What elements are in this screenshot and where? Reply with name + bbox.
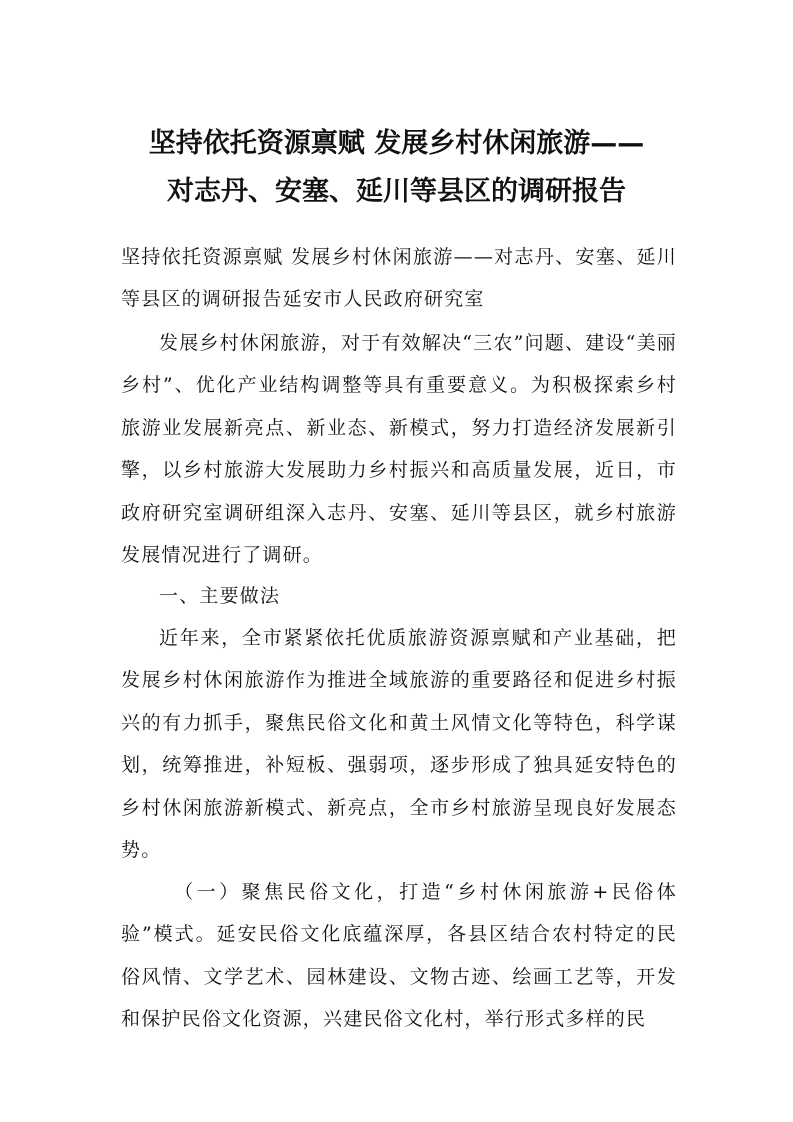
document-title-line-1: 坚持依托资源禀赋 发展乡村休闲旅游—— — [148, 128, 645, 159]
document-title-line-2: 对志丹、安塞、延川等县区的调研报告 — [167, 176, 626, 207]
paragraph-section-one: （一）聚焦民俗文化，打造“乡村休闲旅游+民俗体验”模式。延安民俗文化底蕴深厚，各县区结合农村特定的民俗风情、文学艺术、园林建设、文物古迹、绘画工艺等，开发和保护民俗文化资源，兴建民俗文化村，举行形式多样的民 — [121, 881, 677, 1031]
document-subtitle: 坚持依托资源禀赋 发展乡村休闲旅游——对志丹、安塞、延川等县区的调研报告延安市人民政府研究室 — [121, 246, 677, 311]
section-heading-main-practices: 一、主要做法 — [159, 585, 281, 607]
paragraph-intro: 发展乡村休闲旅游，对于有效解决“三农”问题、建设“美丽乡村”、优化产业结构调整等具有重要意义。为积极探索乡村旅游业发展新亮点、新业态、新模式，努力打造经济发展新引擎，以乡村旅游大发展助力乡村振兴和高质量发展，近日，市政府研究室调研组深入志丹、安塞、延川等县区，就乡村旅游发展情况进行了调研。 — [121, 332, 677, 567]
paragraph-practices: 近年来，全市紧紧依托优质旅游资源禀赋和产业基础，把发展乡村休闲旅游作为推进全域旅游的重要路径和促进乡村振兴的有力抓手，聚焦民俗文化和黄土风情文化等特色，科学谋划，统筹推进，补短板、强弱项，逐步形成了独具延安特色的乡村休闲旅游新模式、新亮点，全市乡村旅游呈现良好发展态势。 — [121, 627, 677, 862]
